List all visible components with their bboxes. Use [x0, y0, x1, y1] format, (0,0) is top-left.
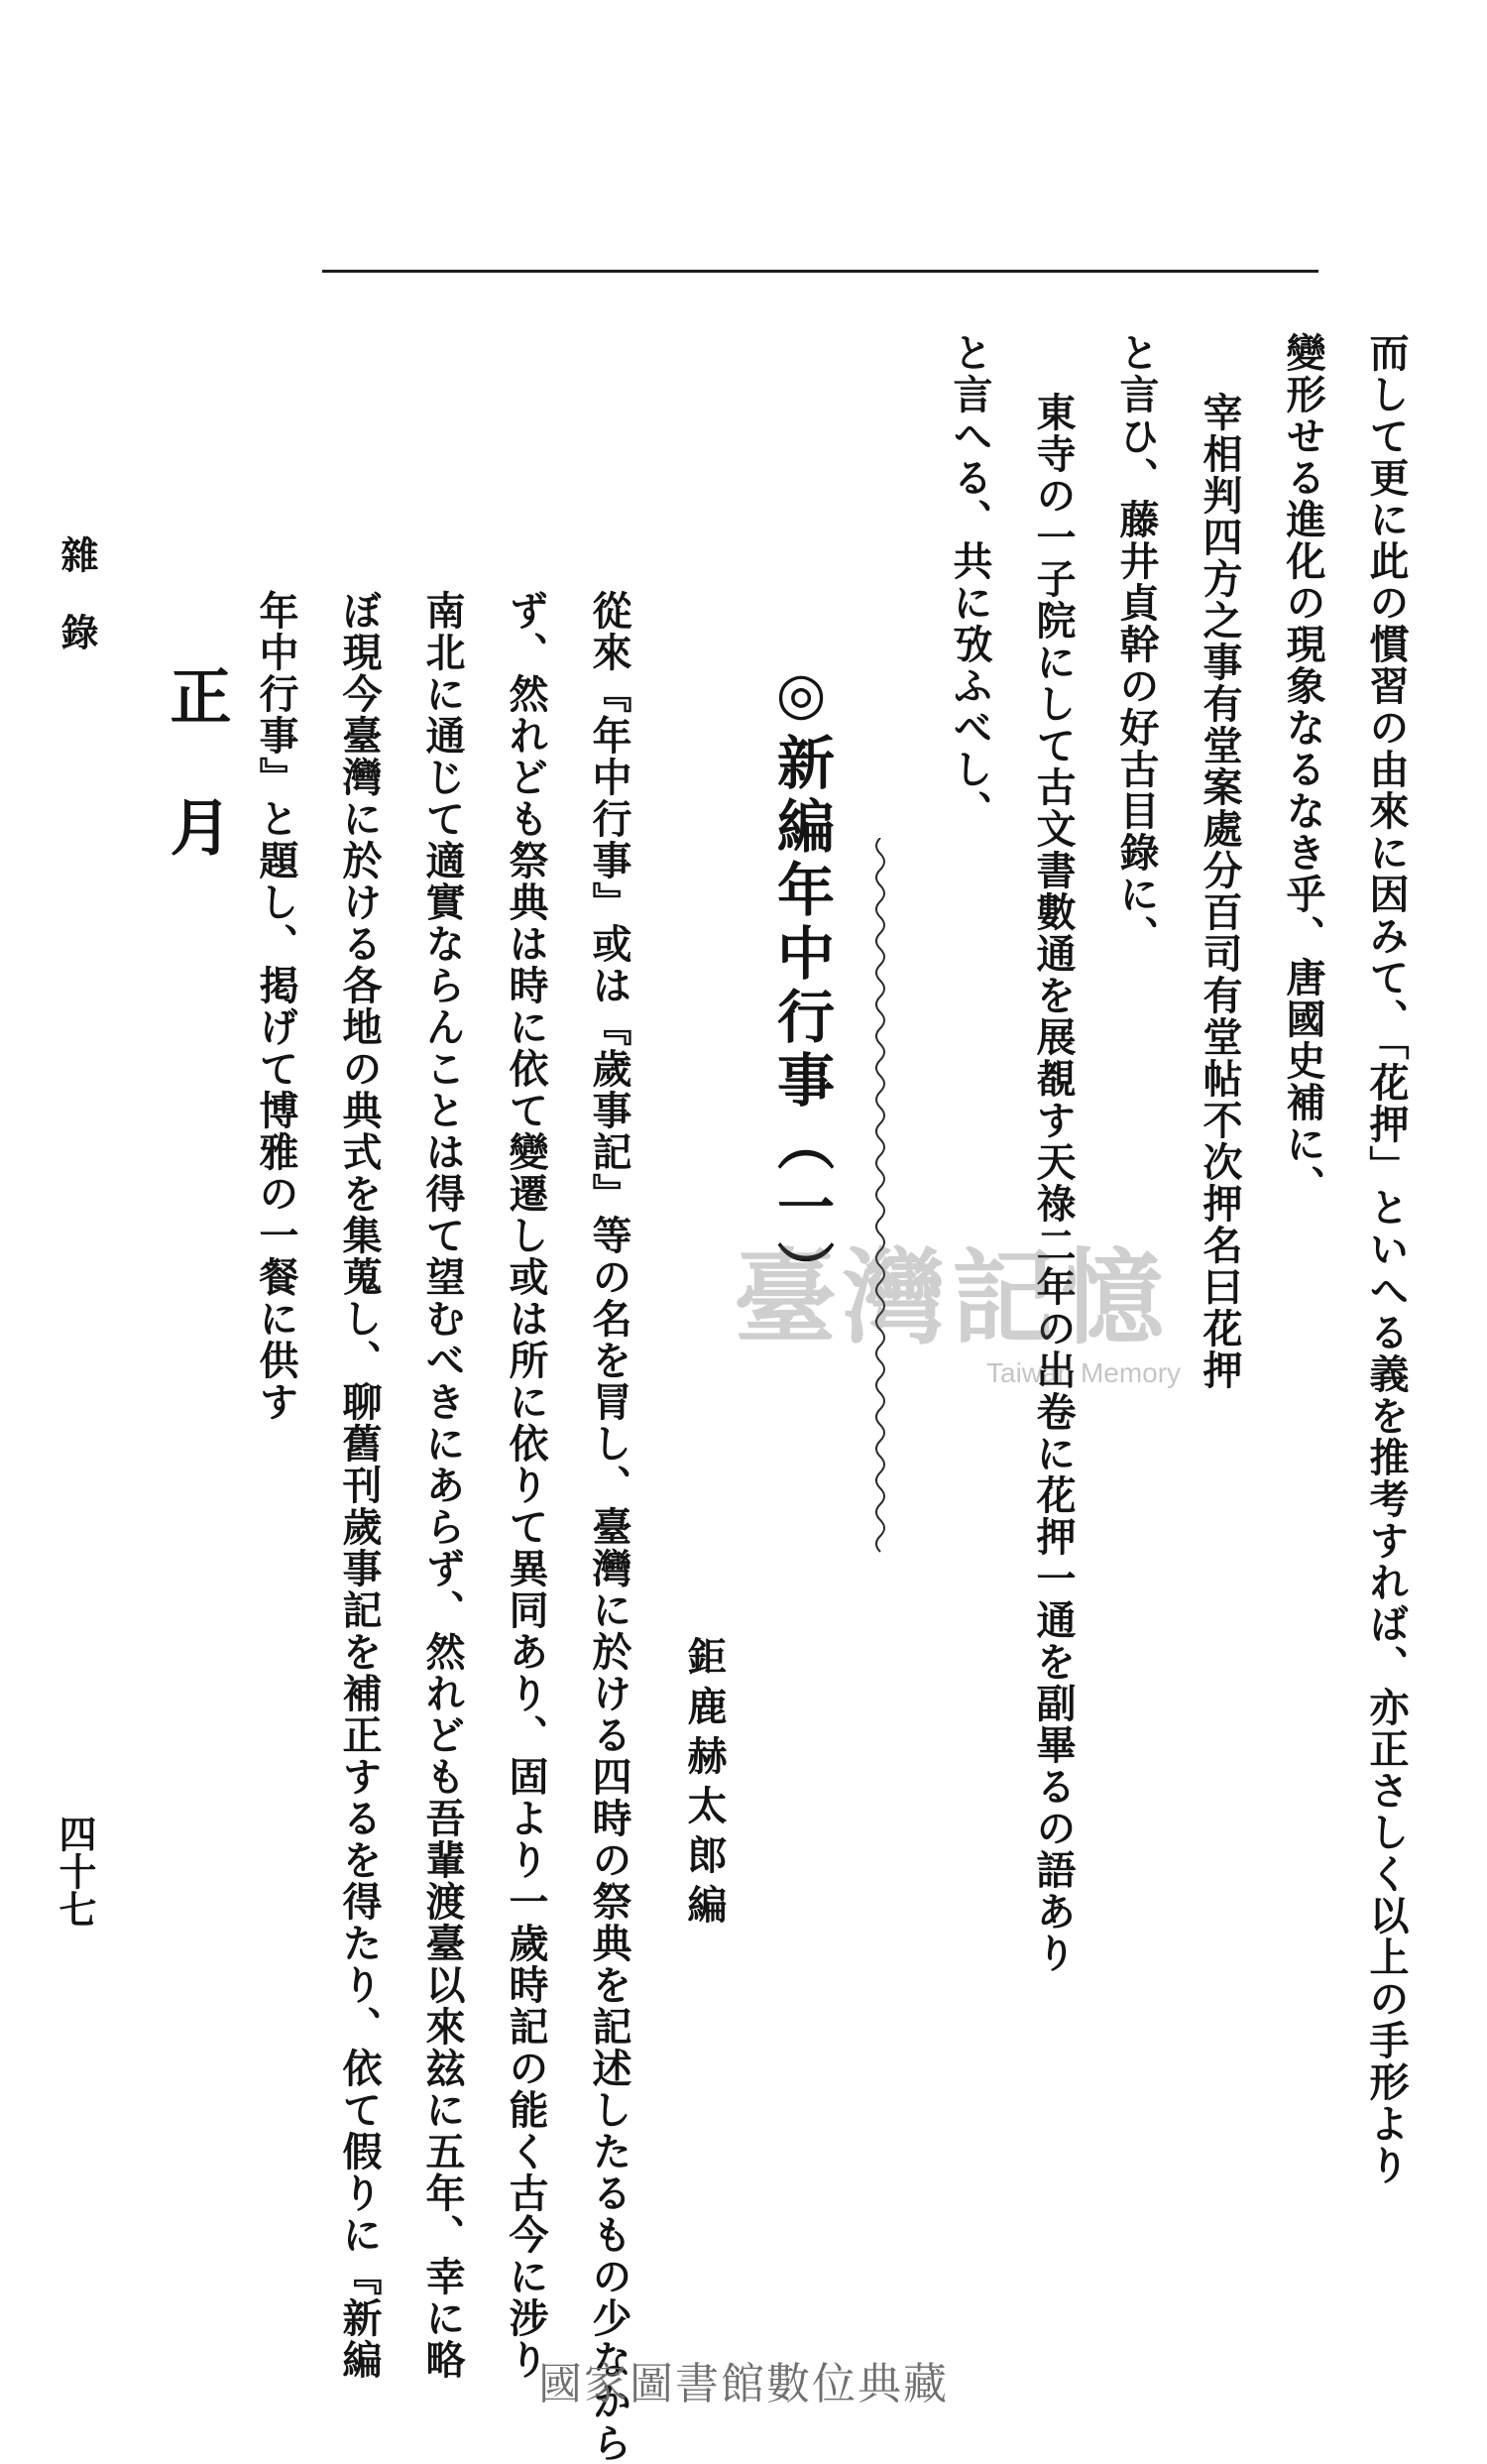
article-author: 鉅鹿赫太郎編	[681, 1636, 728, 1934]
top-line-1: 而して更に此の慣習の由來に因みて、「花押」といへる義を推考すれば、亦正さしく以上の手形より	[1363, 332, 1410, 2186]
intro-line-4: ぼ現今臺灣に於ける各地の典式を集蒐し、聊舊刊歲事記を補正するを得たり、依て假りに『新編	[336, 590, 383, 2381]
running-title: 雜錄	[55, 535, 99, 690]
intro-line-1: 從來『年中行事』或は『歲事記』等の名を冐し、臺灣に於ける四時の祭典を記述したるもの少なから	[586, 590, 632, 2464]
intro-line-5: 年中行事』と題し、掲げて博雅の一餐に供す	[253, 590, 299, 1423]
intro-line-3: 南北に通じて適實ならんことは得て望むべきにあらず、然れども吾輩渡臺以來玆に五年、幸に略	[419, 590, 466, 2381]
intro-line-2: ず、然れども祭典は時に依て變遷し或は所に依りて異同あり、固より一歲時記の能く古今に涉り	[503, 590, 549, 2381]
top-rule	[322, 270, 1318, 273]
wavy-rule	[870, 838, 890, 1562]
watermark-cjk: 臺灣記憶	[734, 1236, 1171, 1358]
page-number: 四十七	[53, 1815, 97, 1928]
month-heading: 正月	[160, 664, 232, 926]
watermark-english: Taiwan Memory	[986, 1357, 1182, 1388]
top-line-5-quote: 東寺の一子院にして古文書數通を展覩す天祿二年の出卷に花押一通を副畢るの語あり	[1030, 392, 1077, 1974]
top-line-4: と言ひ、藤井貞幹の好古目錄に、	[1113, 332, 1160, 957]
footer-credit: 國家圖書館數位典藏	[538, 2359, 949, 2409]
top-line-6: と言へる、共に攷ふべし、	[947, 332, 993, 832]
top-line-2: 變形せる進化の現象なるなき乎、唐國史補に、	[1280, 332, 1326, 1207]
article-title: ◎新編年中行事（一）	[767, 659, 835, 1304]
top-line-3-quote: 宰相判四方之事有堂案處分百司有堂帖不次押名曰花押	[1197, 392, 1243, 1391]
